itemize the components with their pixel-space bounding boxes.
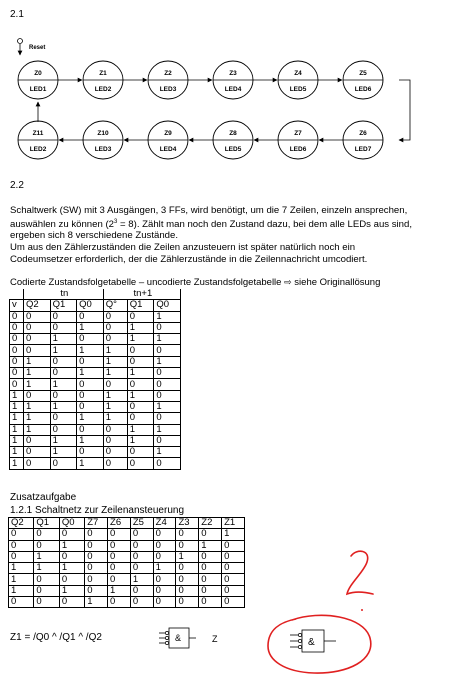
- group-header-tn: tn: [24, 289, 104, 300]
- table-cell: 0: [199, 574, 222, 585]
- table-cell: 1: [153, 563, 176, 574]
- table-header-cell: Z4: [153, 518, 176, 529]
- table-row: [10, 379, 181, 390]
- state-row-top: [18, 61, 383, 99]
- table-cell: 0: [34, 529, 59, 540]
- state-node: [278, 61, 318, 99]
- table-cell: 0: [176, 574, 199, 585]
- table-row: [10, 447, 181, 458]
- table-cell: 0: [222, 540, 245, 551]
- table-cell: 0: [50, 424, 77, 435]
- state-name: Z3: [229, 70, 237, 77]
- table-cell: 1: [50, 401, 77, 412]
- table-row: [10, 424, 181, 435]
- table-cell: 1: [108, 585, 131, 596]
- table-cell: 0: [154, 368, 181, 379]
- table-cell: 0: [127, 458, 154, 469]
- table-cell: 0: [77, 311, 104, 322]
- table-cell: 0: [34, 585, 59, 596]
- table-cell: 1: [59, 585, 84, 596]
- table-cell: 1: [77, 458, 104, 469]
- table-cell: 1: [154, 334, 181, 345]
- table-cell: 0: [127, 401, 154, 412]
- table-header-row: [9, 518, 245, 529]
- section-heading-2-2: 2.2: [10, 180, 24, 191]
- table-cell: 0: [50, 413, 77, 424]
- table-cell: 0: [154, 322, 181, 333]
- table-cell: 0: [50, 311, 77, 322]
- table-header-cell: Q2: [9, 518, 34, 529]
- reset-marker: [18, 39, 46, 56]
- table-cell: 1: [127, 334, 154, 345]
- state-led: LED4: [159, 146, 177, 153]
- table-cell: 1: [10, 458, 24, 469]
- table-cell: 0: [10, 345, 24, 356]
- table-row: [9, 574, 245, 585]
- table-cell: 0: [77, 401, 104, 412]
- state-led: LED4: [224, 86, 242, 93]
- table-header-cell: Q0: [154, 300, 181, 311]
- table-cell: 0: [222, 574, 245, 585]
- state-name: Z9: [164, 130, 172, 137]
- table1-heading-tail: siehe Originallösung: [294, 277, 381, 288]
- table-cell: 1: [127, 390, 154, 401]
- table-cell: 1: [154, 424, 181, 435]
- table-cell: 1: [77, 368, 104, 379]
- table-cell: 0: [9, 529, 34, 540]
- table-cell: 1: [77, 345, 104, 356]
- paragraph-line: Um aus den Zählerzuständen die Zeilen anzusteuern ist später natürlich noch ein: [10, 241, 356, 253]
- table-cell: 0: [85, 551, 108, 562]
- table-cell: 0: [59, 574, 84, 585]
- table-cell: 0: [176, 585, 199, 596]
- state-diagram: [0, 0, 475, 160]
- table-header-cell: Z3: [176, 518, 199, 529]
- state-node: [213, 61, 253, 99]
- table-cell: 1: [154, 447, 181, 458]
- table-cell: 0: [24, 334, 51, 345]
- state-name: Z10: [97, 130, 109, 137]
- group-header-tn1: tn+1: [103, 289, 180, 300]
- table-cell: 0: [108, 540, 131, 551]
- table-cell: 0: [10, 368, 24, 379]
- table-cell: 1: [103, 413, 127, 424]
- formula: Z1 = /Q0 ^ /Q1 ^ /Q2: [10, 632, 102, 643]
- table-cell: 1: [9, 574, 34, 585]
- table-cell: 0: [24, 447, 51, 458]
- gate-output-label: Z: [212, 634, 218, 644]
- table-cell: 1: [199, 540, 222, 551]
- table-cell: 0: [199, 563, 222, 574]
- table-row: [9, 529, 245, 540]
- table-group-header-row: [10, 289, 181, 300]
- decoder-table: [8, 517, 245, 608]
- table-cell: 0: [9, 597, 34, 608]
- circled-and-gate: [262, 610, 376, 678]
- state-name: Z2: [164, 70, 172, 77]
- state-node: [343, 61, 383, 99]
- table-cell: 0: [59, 597, 84, 608]
- state-led: LED3: [94, 146, 112, 153]
- table-cell: 1: [127, 424, 154, 435]
- paragraph-line: ergeben sich 8 verschiedene Zustände.: [10, 230, 178, 242]
- table-cell: 1: [24, 368, 51, 379]
- table-cell: 0: [154, 413, 181, 424]
- table-row: [9, 597, 245, 608]
- paragraph-line: [10, 217, 472, 231]
- paragraph-line: Codeumsetzer erforderlich, der die Zählerzustände in die Zeilennachricht umcodiert.: [10, 253, 368, 265]
- table-cell: 0: [85, 563, 108, 574]
- state-node: [18, 61, 58, 99]
- description-paragraph: [10, 205, 472, 265]
- table-cell: 0: [103, 311, 127, 322]
- table-cell: 0: [130, 585, 153, 596]
- table-cell: 1: [154, 356, 181, 367]
- table-cell: 1: [154, 401, 181, 412]
- state-node: [83, 121, 123, 159]
- state-node: [148, 121, 188, 159]
- paragraph-fragment: = 8). Zählt man noch den Zustand dazu, bei dem alle LEDs aus sind,: [117, 218, 413, 230]
- state-name: Z6: [359, 130, 367, 137]
- table-cell: 0: [10, 311, 24, 322]
- table-cell: 1: [103, 401, 127, 412]
- table-cell: 0: [130, 540, 153, 551]
- table-cell: 1: [50, 435, 77, 446]
- state-led: LED5: [224, 146, 242, 153]
- state-led: LED3: [159, 86, 177, 93]
- table-row: [10, 311, 181, 322]
- table-cell: 1: [127, 322, 154, 333]
- table-cell: 1: [10, 447, 24, 458]
- table-cell: 1: [59, 540, 84, 551]
- table-cell: 0: [153, 551, 176, 562]
- table-cell: 0: [50, 390, 77, 401]
- table-row: [10, 356, 181, 367]
- state-name: Z4: [294, 70, 302, 77]
- table-cell: 1: [24, 379, 51, 390]
- table-row: [10, 401, 181, 412]
- handwritten-number-2: [335, 548, 385, 618]
- table-header-row: [10, 300, 181, 311]
- table-cell: 1: [50, 447, 77, 458]
- table-cell: 0: [85, 529, 108, 540]
- table-cell: 1: [10, 390, 24, 401]
- table-cell: 1: [59, 563, 84, 574]
- table-header-cell: Q0: [59, 518, 84, 529]
- table-cell: 0: [103, 379, 127, 390]
- table-row: [10, 413, 181, 424]
- table-cell: 1: [24, 413, 51, 424]
- table-cell: 0: [153, 585, 176, 596]
- table-cell: 0: [222, 551, 245, 562]
- table-cell: 0: [199, 551, 222, 562]
- table-cell: 0: [59, 529, 84, 540]
- state-led: LED2: [94, 86, 112, 93]
- table-cell: 0: [154, 435, 181, 446]
- table-cell: 1: [222, 529, 245, 540]
- table-cell: 0: [77, 379, 104, 390]
- table-cell: 0: [153, 597, 176, 608]
- table-cell: 0: [50, 322, 77, 333]
- table-cell: 0: [77, 447, 104, 458]
- table-row: [10, 368, 181, 379]
- table-cell: 1: [24, 401, 51, 412]
- table-cell: 1: [77, 413, 104, 424]
- table-cell: 0: [50, 368, 77, 379]
- table-cell: 0: [103, 435, 127, 446]
- state-transition-table: [9, 289, 181, 470]
- table-cell: 0: [127, 447, 154, 458]
- table-cell: 0: [130, 529, 153, 540]
- table1-heading-text: Codierte Zustandsfolgetabelle – uncodierte Zustandsfolgetabelle: [10, 277, 282, 288]
- table-cell: 1: [50, 345, 77, 356]
- table-header-cell: Q°: [103, 300, 127, 311]
- table-row: [9, 551, 245, 562]
- state-node: [18, 121, 58, 159]
- gate-symbol: &: [308, 637, 315, 648]
- table-cell: 0: [127, 356, 154, 367]
- table-header-cell: Z1: [222, 518, 245, 529]
- zusatz-heading: Zusatzaufgabe: [10, 492, 77, 503]
- table-cell: 0: [176, 540, 199, 551]
- table-cell: 0: [153, 574, 176, 585]
- table-cell: 0: [85, 574, 108, 585]
- table-cell: 0: [176, 529, 199, 540]
- arrow-right-icon: ⇨: [284, 277, 292, 287]
- superscript: 3: [114, 218, 118, 225]
- paragraph-line: Schaltwerk (SW) mit 3 Ausgängen, 3 FFs, wird benötigt, um die 7 Zeilen, einzeln ansprechen,: [10, 205, 408, 216]
- table-cell: 0: [10, 356, 24, 367]
- table-row: [9, 585, 245, 596]
- table-header-cell: Z7: [85, 518, 108, 529]
- table-cell: 0: [59, 551, 84, 562]
- table-cell: 0: [50, 458, 77, 469]
- table-header-cell: Z6: [108, 518, 131, 529]
- state-node: [278, 121, 318, 159]
- table-cell: 1: [10, 401, 24, 412]
- table-cell: 0: [127, 379, 154, 390]
- table-header-cell: Q1: [34, 518, 59, 529]
- table-cell: 1: [10, 424, 24, 435]
- table-cell: 0: [130, 597, 153, 608]
- table-cell: 0: [77, 424, 104, 435]
- table-cell: 0: [34, 540, 59, 551]
- table-cell: 0: [85, 540, 108, 551]
- table-cell: 0: [127, 413, 154, 424]
- table-row: [9, 563, 245, 574]
- table-header-cell: Q1: [50, 300, 77, 311]
- table-cell: 0: [222, 597, 245, 608]
- state-name: Z5: [359, 70, 367, 77]
- table-header-cell: v: [10, 300, 24, 311]
- table-cell: 0: [154, 390, 181, 401]
- state-name: Z1: [99, 70, 107, 77]
- table-cell: 0: [34, 574, 59, 585]
- table-row: [10, 322, 181, 333]
- paragraph-fragment: auswählen zu können (2: [10, 218, 115, 230]
- table-cell: 1: [127, 435, 154, 446]
- gate-symbol: &: [175, 633, 182, 643]
- transition-z5-z6: [399, 80, 410, 140]
- table-cell: 0: [103, 322, 127, 333]
- table-cell: 0: [199, 585, 222, 596]
- table-row: [9, 540, 245, 551]
- table-header-cell: [10, 289, 24, 300]
- table-cell: 1: [127, 368, 154, 379]
- table-cell: 0: [9, 551, 34, 562]
- table-cell: 0: [130, 551, 153, 562]
- state-led: LED6: [289, 146, 307, 153]
- table-cell: 0: [108, 551, 131, 562]
- table-cell: 0: [108, 574, 131, 585]
- table-row: [10, 435, 181, 446]
- table-cell: 1: [77, 435, 104, 446]
- table-cell: 1: [34, 551, 59, 562]
- table-cell: 0: [108, 563, 131, 574]
- table-cell: 0: [77, 390, 104, 401]
- table-cell: 0: [24, 345, 51, 356]
- table-cell: 0: [10, 334, 24, 345]
- state-node: [343, 121, 383, 159]
- table-cell: 0: [127, 345, 154, 356]
- table-cell: 0: [85, 585, 108, 596]
- state-led: LED5: [289, 86, 307, 93]
- state-node: [83, 61, 123, 99]
- table-cell: 0: [222, 563, 245, 574]
- table-cell: 1: [24, 424, 51, 435]
- state-led: LED6: [354, 86, 372, 93]
- table-header-cell: Z2: [199, 518, 222, 529]
- table-cell: 0: [176, 597, 199, 608]
- table-cell: 1: [154, 311, 181, 322]
- table-cell: 0: [154, 458, 181, 469]
- table-cell: 0: [34, 597, 59, 608]
- table-cell: 1: [176, 551, 199, 562]
- table-cell: 0: [24, 435, 51, 446]
- state-name: Z11: [32, 130, 44, 137]
- table-cell: 0: [77, 334, 104, 345]
- table-row: [10, 334, 181, 345]
- table-cell: 0: [108, 529, 131, 540]
- table-cell: 0: [154, 379, 181, 390]
- state-led: LED2: [29, 146, 47, 153]
- state-name: Z7: [294, 130, 302, 137]
- table-cell: 0: [9, 540, 34, 551]
- table-header-cell: Q2: [24, 300, 51, 311]
- table-cell: 0: [153, 529, 176, 540]
- table-cell: 1: [103, 345, 127, 356]
- state-led: LED1: [29, 86, 47, 93]
- table-row: [10, 390, 181, 401]
- table-cell: 1: [34, 563, 59, 574]
- table-cell: 1: [24, 356, 51, 367]
- and-gate-icon: [150, 624, 220, 654]
- table-header-cell: Z5: [130, 518, 153, 529]
- state-node: [148, 61, 188, 99]
- table-row: [10, 458, 181, 469]
- table-cell: 0: [103, 334, 127, 345]
- table-cell: 0: [103, 458, 127, 469]
- table-cell: 1: [10, 413, 24, 424]
- table-cell: 0: [176, 563, 199, 574]
- table-cell: 1: [103, 368, 127, 379]
- table-cell: 0: [24, 458, 51, 469]
- reset-label: Reset: [29, 45, 46, 51]
- table-cell: 1: [130, 574, 153, 585]
- table-cell: 0: [130, 563, 153, 574]
- table-cell: 0: [103, 424, 127, 435]
- table-header-cell: Q0: [77, 300, 104, 311]
- table-cell: 0: [199, 529, 222, 540]
- state-name: Z8: [229, 130, 237, 137]
- table-cell: 1: [9, 585, 34, 596]
- subheading: 1.2.1 Schaltnetz zur Zeilenansteuerung: [10, 505, 184, 516]
- section-heading-2-1: 2.1: [10, 9, 24, 20]
- table-cell: 0: [24, 322, 51, 333]
- table-cell: 1: [85, 597, 108, 608]
- table-cell: 1: [77, 322, 104, 333]
- table-header-cell: Q1: [127, 300, 154, 311]
- state-node: [213, 121, 253, 159]
- table-cell: 0: [199, 597, 222, 608]
- state-row-bottom: [18, 121, 383, 159]
- table-cell: 1: [103, 390, 127, 401]
- table-cell: 0: [24, 390, 51, 401]
- table-cell: 1: [9, 563, 34, 574]
- table-cell: 0: [108, 597, 131, 608]
- table-cell: 0: [50, 356, 77, 367]
- table1-heading: [10, 277, 380, 288]
- table-cell: 1: [10, 435, 24, 446]
- table-cell: 0: [10, 322, 24, 333]
- state-led: LED7: [354, 146, 372, 153]
- table-cell: 0: [77, 356, 104, 367]
- table-cell: 0: [153, 540, 176, 551]
- table-cell: 1: [50, 379, 77, 390]
- table-row: [10, 345, 181, 356]
- table-cell: 0: [103, 447, 127, 458]
- table-cell: 0: [154, 345, 181, 356]
- table-cell: 0: [222, 585, 245, 596]
- table-cell: 1: [103, 356, 127, 367]
- table-cell: 0: [24, 311, 51, 322]
- state-name: Z0: [34, 70, 42, 77]
- table-cell: 1: [50, 334, 77, 345]
- table-cell: 0: [127, 311, 154, 322]
- table-cell: 0: [10, 379, 24, 390]
